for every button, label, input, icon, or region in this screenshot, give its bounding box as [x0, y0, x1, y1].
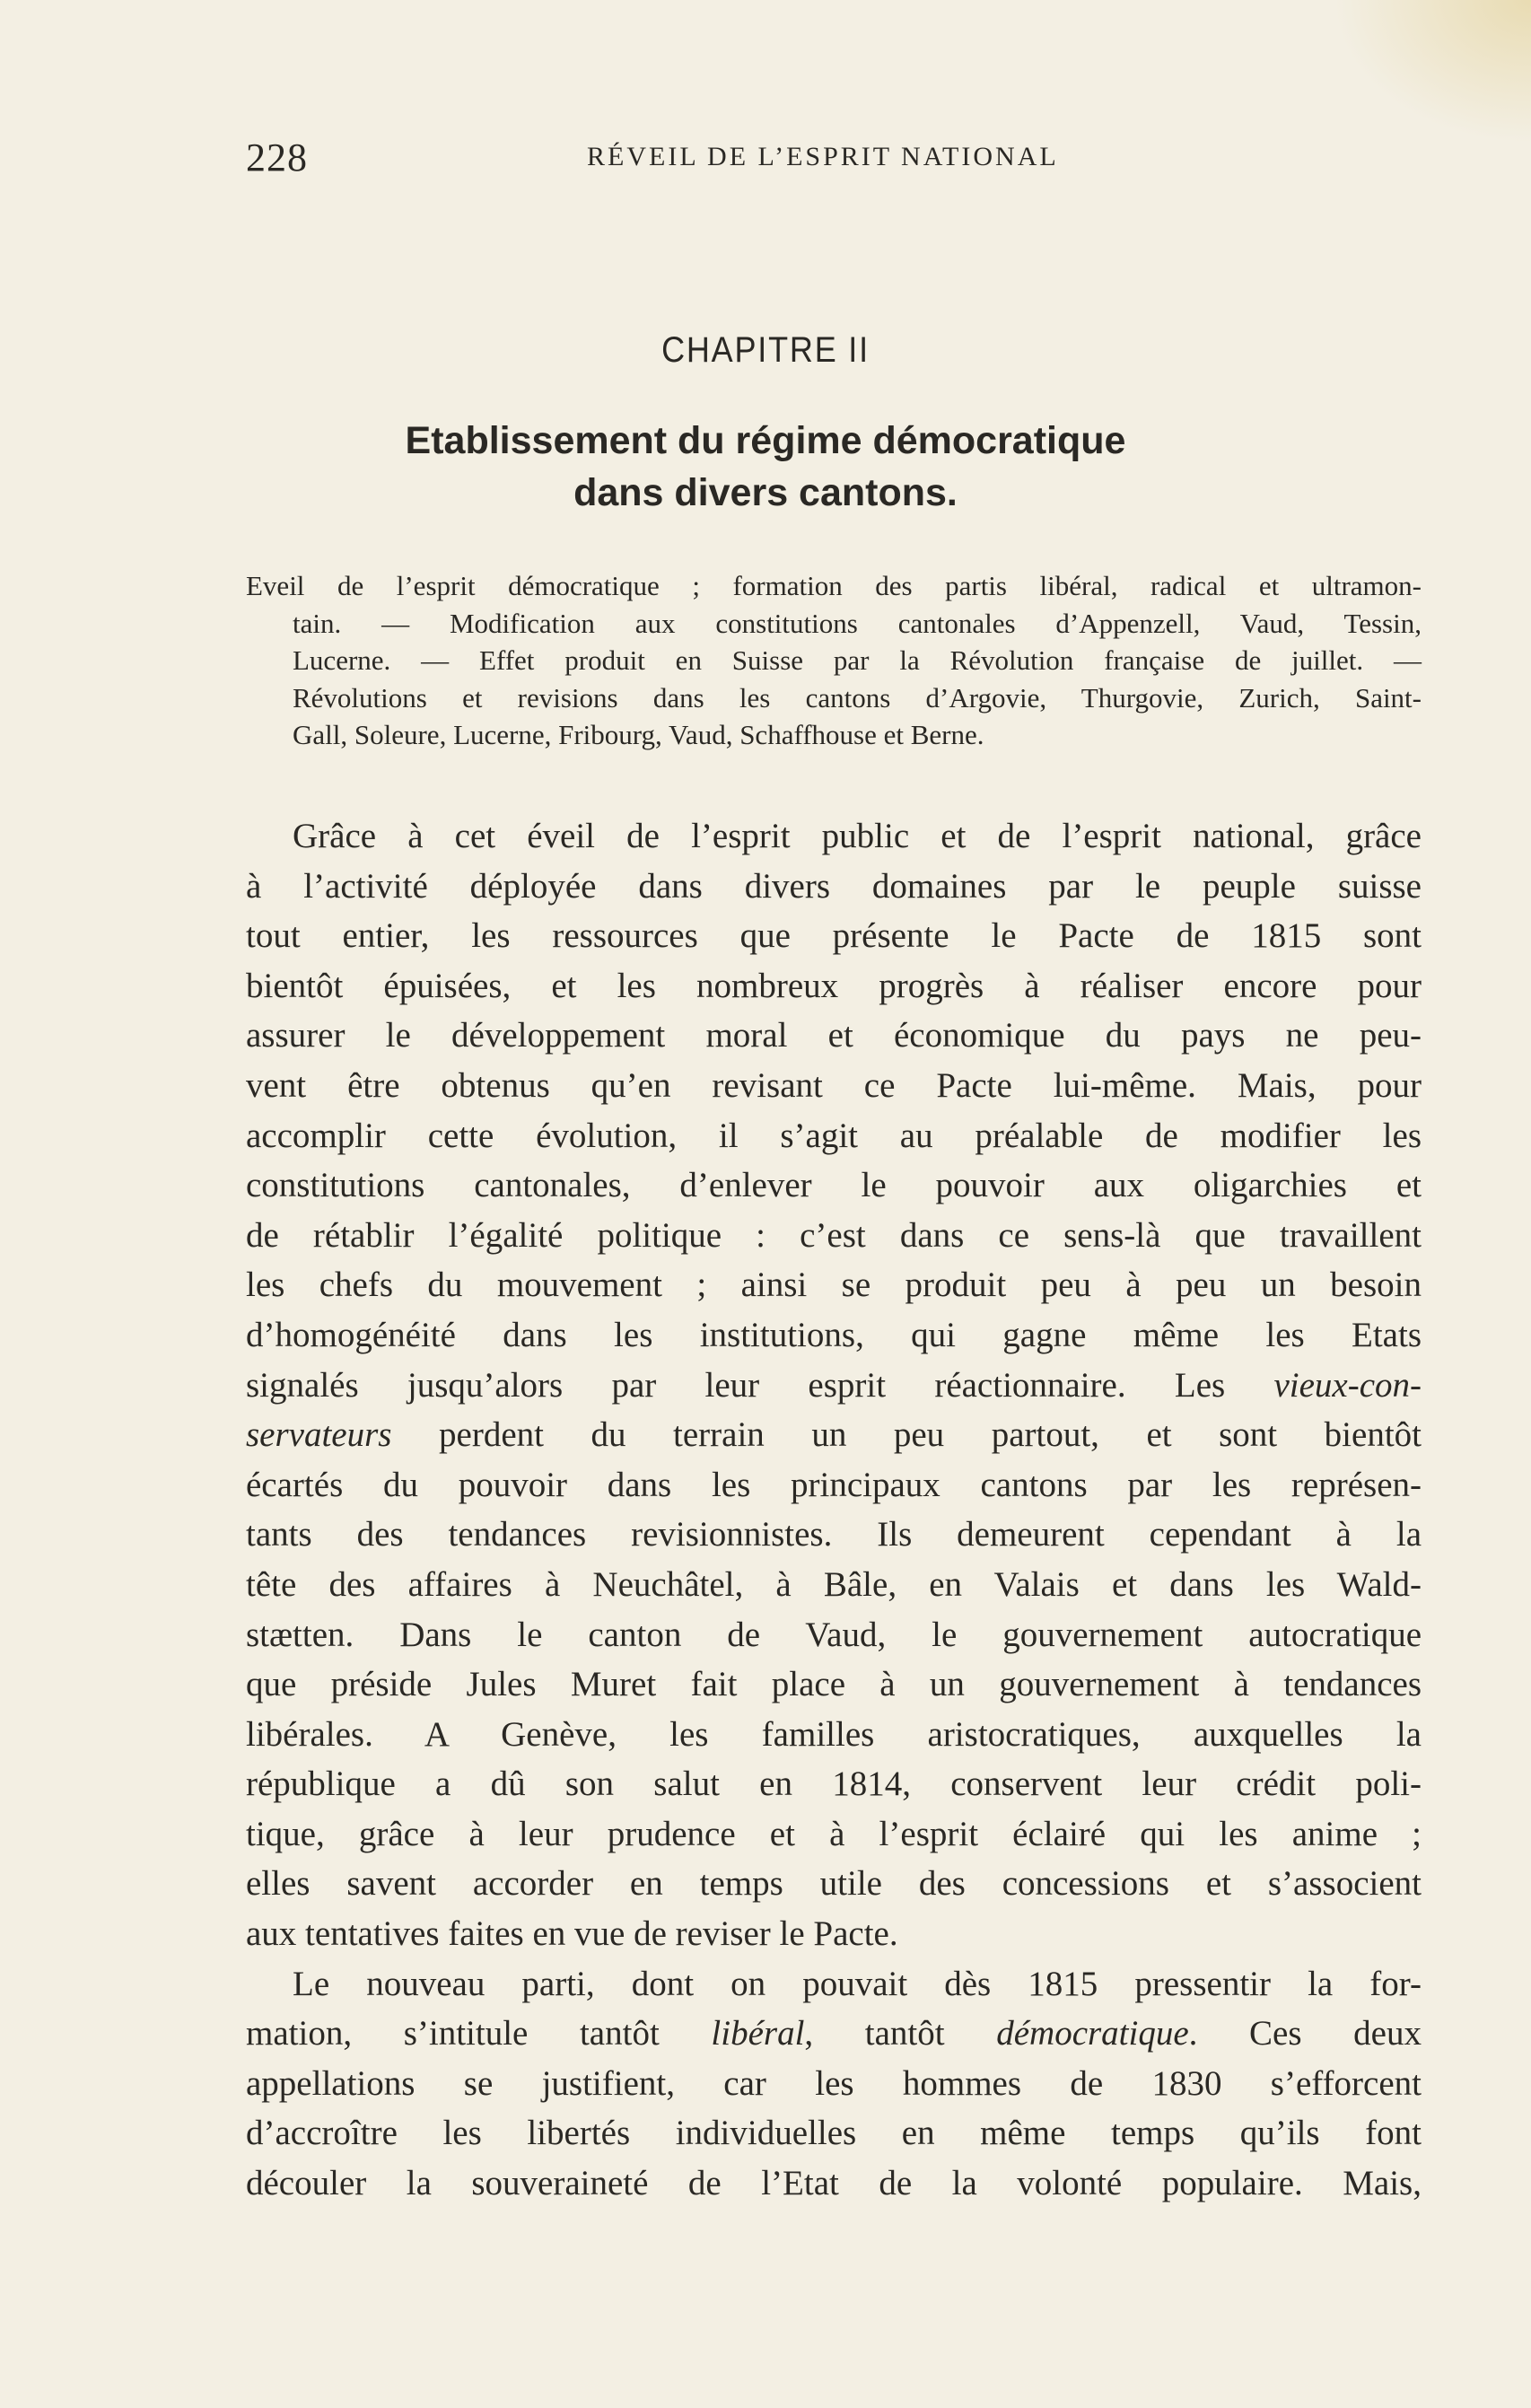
paragraph-1-line: bientôt épuisées, et les nombreux progrès à réaliser encore pour [246, 966, 1422, 1005]
paragraph-1-line: république a dû son salut en 1814, conservent leur crédit poli- [246, 1764, 1422, 1804]
summary-line: Révolutions et revisions dans les cantons d’Argovie, Thurgovie, Zurich, Saint- [293, 681, 1422, 714]
paragraph-1-line: écartés du pouvoir dans les principaux cantons par les représen- [246, 1465, 1422, 1504]
text-run: perdent du terrain un peu partout, et sont bientôt [391, 1415, 1422, 1455]
paragraph-1-line: constitutions cantonales, d’enlever le pouvoir aux oligarchies et [246, 1166, 1422, 1205]
paragraph-1-line: accomplir cette évolution, il s’agit au préalable de modifier les [246, 1116, 1422, 1155]
italic-term: vieux-con- [1273, 1365, 1422, 1405]
paragraph-1-line: assurer le développement moral et économique du pays ne peu- [246, 1016, 1422, 1055]
paragraph-1-line [246, 1361, 1422, 1411]
paragraph-1-line: de rétablir l’égalité politique : c’est dans ce sens-là que travaillent [246, 1215, 1422, 1255]
text-run: . Ces deux [1188, 2014, 1422, 2053]
chapter-label: CHAPITRE II [661, 330, 870, 370]
chapter-title-line: Etablissement du régime démocratique [405, 419, 1126, 462]
page-header [246, 135, 1422, 188]
paper-stain [1334, 0, 1531, 144]
chapter-summary [246, 567, 1422, 754]
italic-term: démocratique [996, 2014, 1189, 2053]
paragraph-2-line: appellations se justifient, car les hommes de 1830 s’efforcent [246, 2063, 1422, 2103]
paragraph-1-line: libérales. A Genève, les familles aristocratiques, auxquelles la [246, 1714, 1422, 1754]
italic-term: servateurs [246, 1415, 392, 1455]
paragraph-2-line: Le nouveau parti, dont on pouvait dès 1815 pressentir la for- [293, 1964, 1422, 2003]
chapter-title [0, 415, 1531, 519]
text-run: mation, s’intitule tantôt [246, 2014, 712, 2053]
text-run: , tantôt [804, 2014, 997, 2053]
paragraph-1-line: tête des affaires à Neuchâtel, à Bâle, en Valais et dans les Wald- [246, 1564, 1422, 1604]
paragraph-1-line: d’homogénéité dans les institutions, qui gagne même les Etats [246, 1315, 1422, 1354]
paragraph-1-line: stætten. Dans le canton de Vaud, le gouvernement autocratique [246, 1615, 1422, 1654]
paragraph-1-line: tants des tendances revisionnistes. Ils demeurent cependant à la [246, 1515, 1422, 1554]
summary-line: Lucerne. — Effet produit en Suisse par la Révolution française de juillet. — [293, 644, 1422, 676]
paragraph-2-line: découler la souveraineté de l’Etat de la volonté populaire. Mais, [246, 2164, 1422, 2203]
running-head: RÉVEIL DE L’ESPRIT NATIONAL [587, 142, 1059, 171]
paragraph-1-line: à l’activité déployée dans divers domaines par le peuple suisse [246, 866, 1422, 906]
paragraph-1-line: tout entier, les ressources que présente le Pacte de 1815 sont [246, 916, 1422, 956]
summary-line: tain. — Modification aux constitutions cantonales d’Appenzell, Vaud, Tessin, [293, 607, 1422, 639]
paragraph-1-line: elles savent accorder en temps utile des concessions et s’associent [246, 1864, 1422, 1904]
page-number: 228 [246, 136, 308, 180]
paragraph-2-line: d’accroître les libertés individuelles en même temps qu’ils font [246, 2114, 1422, 2153]
body-text [246, 811, 1422, 2209]
paragraph-1-line [246, 1410, 1422, 1460]
paragraph-1-line: Grâce à cet éveil de l’esprit public et de l’esprit national, grâce [293, 817, 1422, 855]
paragraph-1-line: que préside Jules Muret fait place à un gouvernement à tendances [246, 1665, 1422, 1704]
paragraph-2-line [246, 2009, 1422, 2059]
summary-line: Eveil de l’esprit démocratique ; formation des partis libéral, radical et ultramon- [246, 570, 1422, 601]
paragraph-1-line: tique, grâce à leur prudence et à l’esprit éclairé qui les anime ; [246, 1814, 1422, 1853]
paragraph-1-line: les chefs du mouvement ; ainsi se produit peu à peu un besoin [246, 1265, 1422, 1305]
italic-term: libéral [711, 2014, 805, 2053]
text-run: signalés jusqu’alors par leur esprit réactionnaire. Les [246, 1365, 1274, 1405]
paragraph-1-line: aux tentatives faites en vue de reviser le Pacte. [246, 1914, 898, 1954]
paragraph-1-line: vent être obtenus qu’en revisant ce Pacte lui-même. Mais, pour [246, 1065, 1422, 1105]
chapter-title-line: dans divers cantons. [573, 471, 958, 514]
summary-line: Gall, Soleure, Lucerne, Fribourg, Vaud, Schaffhouse et Berne. [293, 719, 984, 750]
